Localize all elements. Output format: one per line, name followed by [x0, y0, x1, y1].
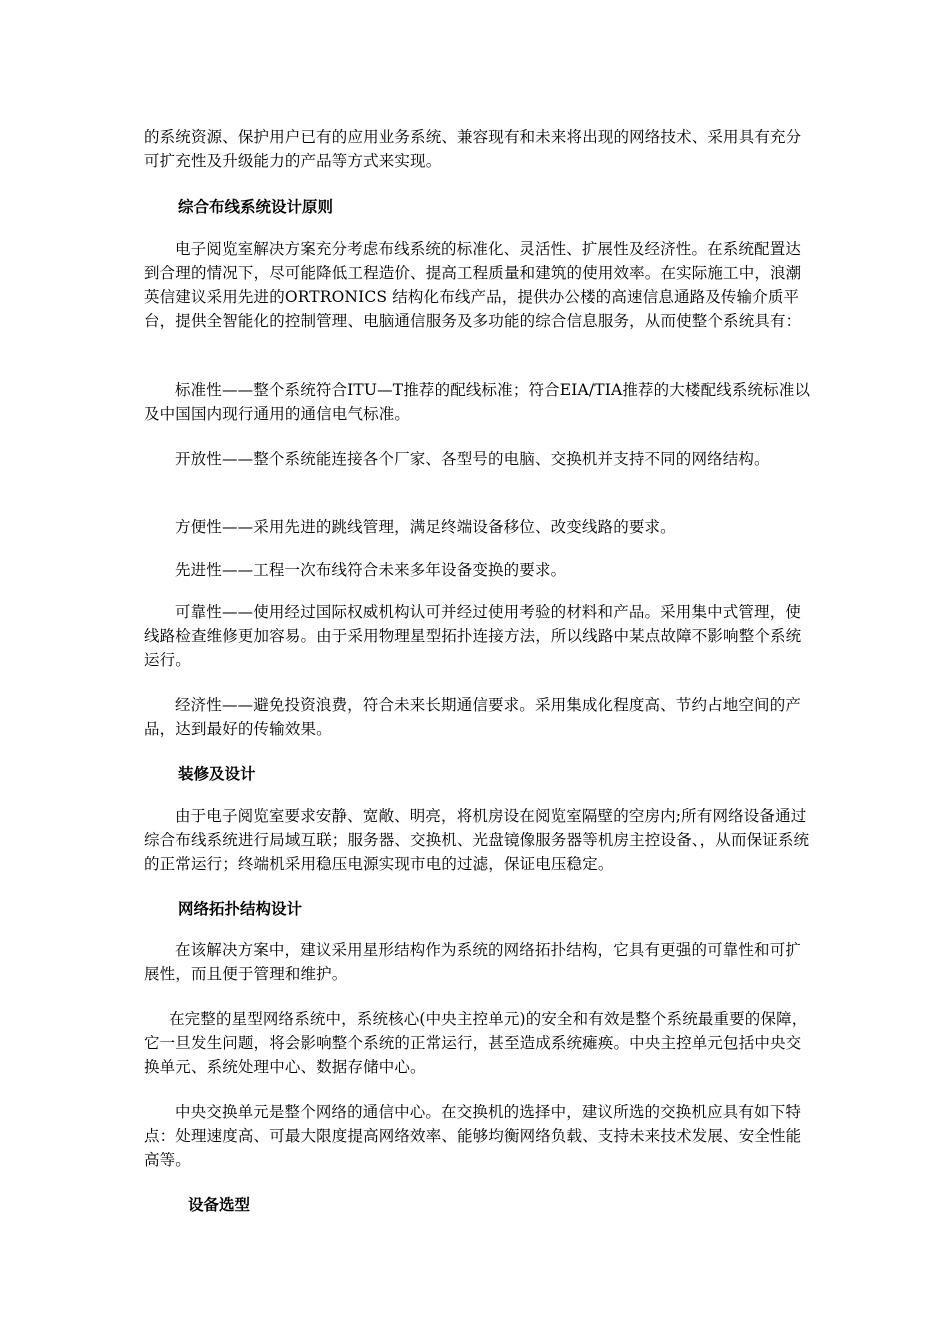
- paragraph-openness: 开放性——整个系统能连接各个厂家、各型号的电脑、交换机并支持不同的网络结构。: [175, 450, 770, 468]
- paragraph-star-network: 在完整的星型网络系统中，系统核心(中央主控单元)的安全和有效是整个系统最重要的保障，它一旦发生问题，将会影响整个系统的正常运行，甚至造成系统瘫痪。中央主控单元包括中央交换单元、系统处理中心、数据存储中心。: [144, 1010, 808, 1076]
- paragraph-standard: 标准性——整个系统符合ITU—T推荐的配线标准；符合EIA/TIA推荐的大楼配线系统标准以及中国国内现行通用的通信电气标准。: [144, 381, 811, 423]
- paragraph-advanced: 先进性——工程一次布线符合未来多年设备变换的要求。: [175, 561, 567, 579]
- paragraph-central-switch: 中央交换单元是整个网络的通信中心。在交换机的选择中，建议所选的交换机应具有如下特点：处理速度高、可最大限度提高网络效率、能够均衡网络负载、支持未来技术发展、安全性能高等。: [144, 1103, 802, 1169]
- heading-equipment-selection: 设备选型: [188, 1196, 251, 1214]
- paragraph-intro: 的系统资源、保护用户已有的应用业务系统、兼容现有和未来将出现的网络技术、采用具有充分可扩充性及升级能力的产品等方式来实现。: [144, 128, 802, 170]
- paragraph-decoration: 由于电子阅览室要求安静、宽敞、明亮，将机房设在阅览室隔壁的空房内;所有网络设备通过综合布线系统进行局域互联；服务器、交换机、光盘镜像服务器等机房主控设备、，从而保证系统的正常运行；终端机采用稳压电源实现市电的过滤，保证电压稳定。: [144, 807, 810, 873]
- heading-cabling-principles: 综合布线系统设计原则: [178, 198, 334, 216]
- paragraph-economy: 经济性——避免投资浪费，符合未来长期通信要求。采用集成化程度高、节约占地空间的产品，达到最好的传输效果。: [144, 696, 802, 738]
- paragraph-cabling: 电子阅览室解决方案充分考虑布线系统的标准化、灵活性、扩展性及经济性。在系统配置达到合理的情况下，尽可能降低工程造价、提高工程质量和建筑的使用效率。在实际施工中，浪潮英信建议采用先进的ORTRONICS 结构化布线产品，提供办公楼的高速信息通路及传输介质平台，提供全智能化的控制管理、电脑通信服务及多功能的综合信息服务，从而使整个系统具有：: [144, 240, 802, 330]
- paragraph-convenience: 方便性——采用先进的跳线管理，满足终端设备移位、改变线路的要求。: [175, 518, 676, 536]
- paragraph-reliability: 可靠性——使用经过国际权威机构认可并经过使用考验的材料和产品。采用集中式管理，使线路检查维修更加容易。由于采用物理星型拓扑连接方法，所以线路中某点故障不影响整个系统运行。: [144, 603, 802, 669]
- paragraph-topology: 在该解决方案中，建议采用星形结构作为系统的网络拓扑结构，它具有更强的可靠性和可扩展性，而且便于管理和维护。: [144, 941, 802, 983]
- heading-network-topology: 网络拓扑结构设计: [178, 900, 303, 918]
- heading-decoration: 装修及设计: [178, 765, 256, 783]
